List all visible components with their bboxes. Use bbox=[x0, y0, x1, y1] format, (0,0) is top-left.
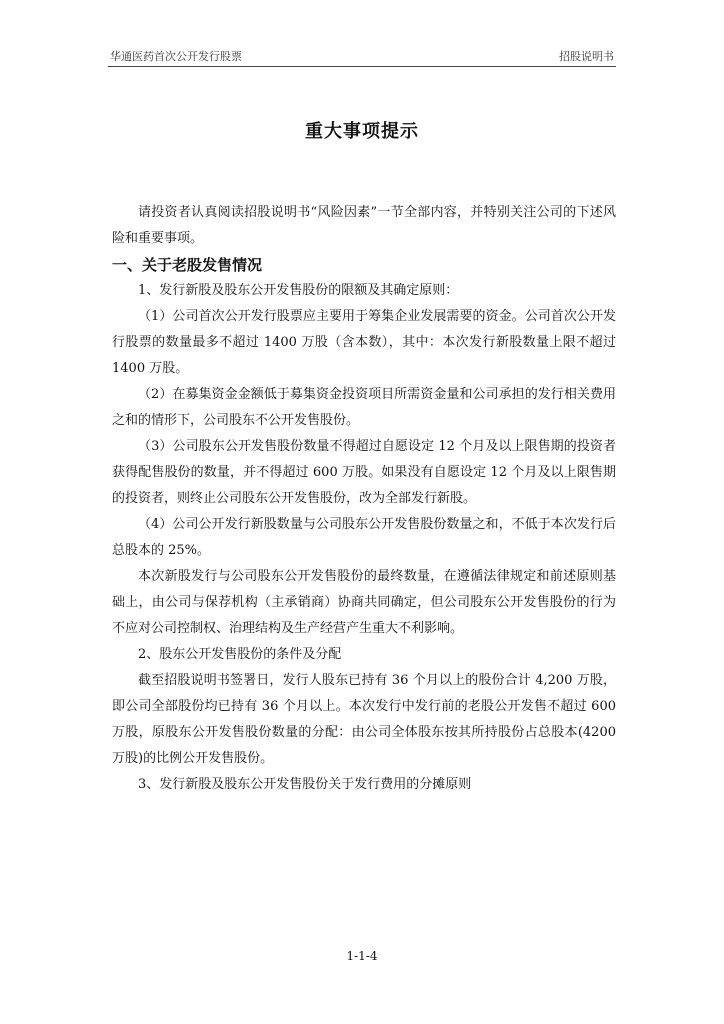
paragraph-5: 本次新股发行与公司股东公开发售股份的最终数量，在遵循法律规定和前述原则基础上，由公司与保荐机构（主承销商）协商共同确定，但公司股东公开发售股份的行为不应对公司控制权、治理结构及生产经营产生重大不利影响。 bbox=[112, 569, 616, 636]
item3-heading: 3、发行新股及股东公开发售股份关于发行费用的分摊原则 bbox=[138, 777, 472, 792]
item2-heading: 2、股东公开发售股份的条件及分配 bbox=[138, 647, 342, 662]
page-number: 1-1-4 bbox=[346, 949, 378, 963]
header-company: 华通医药首次公开发行股票 bbox=[110, 50, 242, 63]
page-title: 重大事项提示 bbox=[305, 121, 419, 142]
paragraph-3: （3）公司股东公开发售股份数量不得超过自愿设定 12 个月及以上限售期的投资者获得配售股份的数量，并不得超过 600 万股。如果没有自愿设定 12 个月及以上限售期的投资者，则终止公司股东公开发售股份，改为全部发行新股。 bbox=[112, 439, 617, 506]
section-heading: 一、关于老股发售情况 bbox=[112, 256, 263, 274]
intro-paragraph: 请投资者认真阅读招股说明书“风险因素”一节全部内容，并特别关注公司的下述风险和重要事项。 bbox=[112, 205, 616, 246]
paragraph-2: （2）在募集资金金额低于募集资金投资项目所需资金量和公司承担的发行相关费用之和的情形下，公司股东不公开发售股份。 bbox=[112, 387, 616, 428]
paragraph-4: （4）公司公开发行新股数量与公司股东公开发售股份数量之和，不低于本次发行后总股本的 25%。 bbox=[112, 517, 616, 558]
paragraph-6: 截至招股说明书签署日，发行人股东已持有 36 个月以上的股份合计 4,200 万股，即公司全部股份均已持有 36 个月以上。本次发行中发行前的老股公开发售不超过 600 万股，原股东公开发售股份数量的分配：由公司全体股东按其所持股份占总股本(4200 万股)的比例公开发售股份。 bbox=[112, 673, 616, 766]
document-body bbox=[112, 200, 616, 798]
paragraph-1: （1）公司首次公开发行股票应主要用于筹集企业发展需要的资金。公司首次公开发行股票的数量最多不超过 1400 万股（含本数），其中：本次发行新股数量上限不超过 1400 万股。 bbox=[112, 309, 616, 376]
header-divider bbox=[108, 66, 616, 67]
page-header bbox=[110, 50, 614, 64]
header-doc-type: 招股说明书 bbox=[559, 50, 614, 63]
item1-heading: 1、发行新股及股东公开发售股份的限额及其确定原则： bbox=[138, 283, 459, 298]
